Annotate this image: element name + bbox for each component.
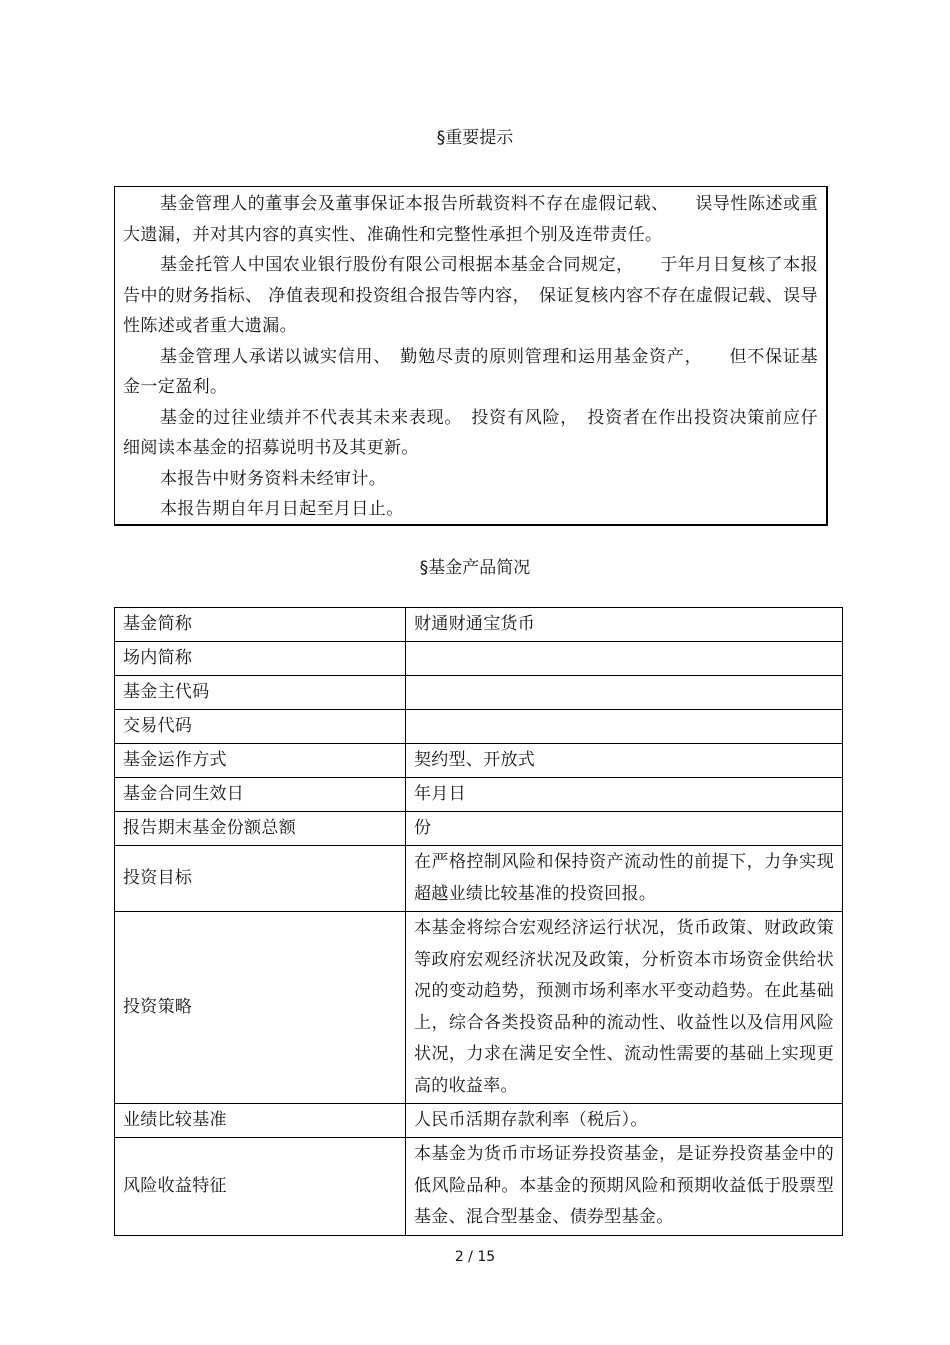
notice-paragraph: 基金管理人的董事会及董事保证本报告所载资料不存在虚假记载、 误导性陈述或重大遗漏，并对其内容的真实性、准确性和完整性承担个别及连带责任。 [123, 194, 818, 245]
row-value: 本基金将综合宏观经济运行状况，货币政策、财政政策等政府宏观经济状况及政策，分析资本市场资金供给状况的变动趋势，预测市场利率水平变动趋势。在此基础上，综合各类投资品种的流动性、收益性以及信用风险状况，力求在满足安全性、流动性需要的基础上实现更高的收益率。 [406, 912, 843, 1104]
row-value: 人民币活期存款利率（税后）。 [406, 1104, 843, 1138]
table-row [115, 710, 843, 744]
table-row [115, 744, 843, 778]
row-label: 基金运作方式 [115, 744, 406, 778]
row-value: 在严格控制风险和保持资产流动性的前提下，力争实现超越业绩比较基准的投资回报。 [406, 846, 843, 912]
table-row [115, 846, 843, 912]
notice-paragraph: 本报告期自年月日起至月日止。 [160, 499, 404, 519]
table-row [115, 1138, 843, 1236]
row-value [406, 676, 843, 710]
row-label: 业绩比较基准 [115, 1104, 406, 1138]
table-row [115, 812, 843, 846]
row-value: 财通财通宝货币 [406, 608, 843, 642]
row-value: 份 [406, 812, 843, 846]
row-label: 投资目标 [115, 846, 406, 912]
section-title-important-notice: §重要提示 [436, 128, 514, 148]
table-row [115, 912, 843, 1104]
page-number: 2 / 15 [454, 1249, 496, 1265]
row-label: 投资策略 [115, 912, 406, 1104]
notice-paragraph: 基金的过往业绩并不代表其未来表现。 投资有风险， 投资者在作出投资决策前应仔细阅读本基金的招募说明书及其更新。 [123, 407, 818, 458]
table-row [115, 676, 843, 710]
table-row [115, 778, 843, 812]
row-label: 场内简称 [115, 642, 406, 676]
table-row [115, 642, 843, 676]
row-value [406, 710, 843, 744]
notice-paragraph: 基金托管人中国农业银行股份有限公司根据本基金合同规定， 于年月日复核了本报告中的财务指标、 净值表现和投资组合报告等内容， 保证复核内容不存在虚假记载、误导性陈述或者重大遗漏。 [123, 255, 818, 336]
important-notice-box [114, 186, 828, 526]
notice-paragraph: 基金管理人承诺以诚实信用、 勤勉尽责的原则管理和运用基金资产， 但不保证基金一定盈利。 [123, 346, 818, 397]
row-value: 本基金为货币市场证券投资基金，是证券投资基金中的低风险品种。本基金的预期风险和预期收益低于股票型基金、混合型基金、债券型基金。 [406, 1138, 843, 1236]
row-value [406, 642, 843, 676]
fund-overview-table [114, 607, 843, 1236]
row-label: 基金合同生效日 [115, 778, 406, 812]
row-label: 基金主代码 [115, 676, 406, 710]
row-value: 契约型、开放式 [406, 744, 843, 778]
row-label: 基金简称 [115, 608, 406, 642]
row-value: 年月日 [406, 778, 843, 812]
table-row [115, 1104, 843, 1138]
row-label: 报告期末基金份额总额 [115, 812, 406, 846]
notice-paragraph: 本报告中财务资料未经审计。 [160, 468, 387, 489]
table-row [115, 608, 843, 642]
row-label: 风险收益特征 [115, 1138, 406, 1236]
section-title-fund-overview: §基金产品简况 [419, 558, 531, 578]
row-label: 交易代码 [115, 710, 406, 744]
